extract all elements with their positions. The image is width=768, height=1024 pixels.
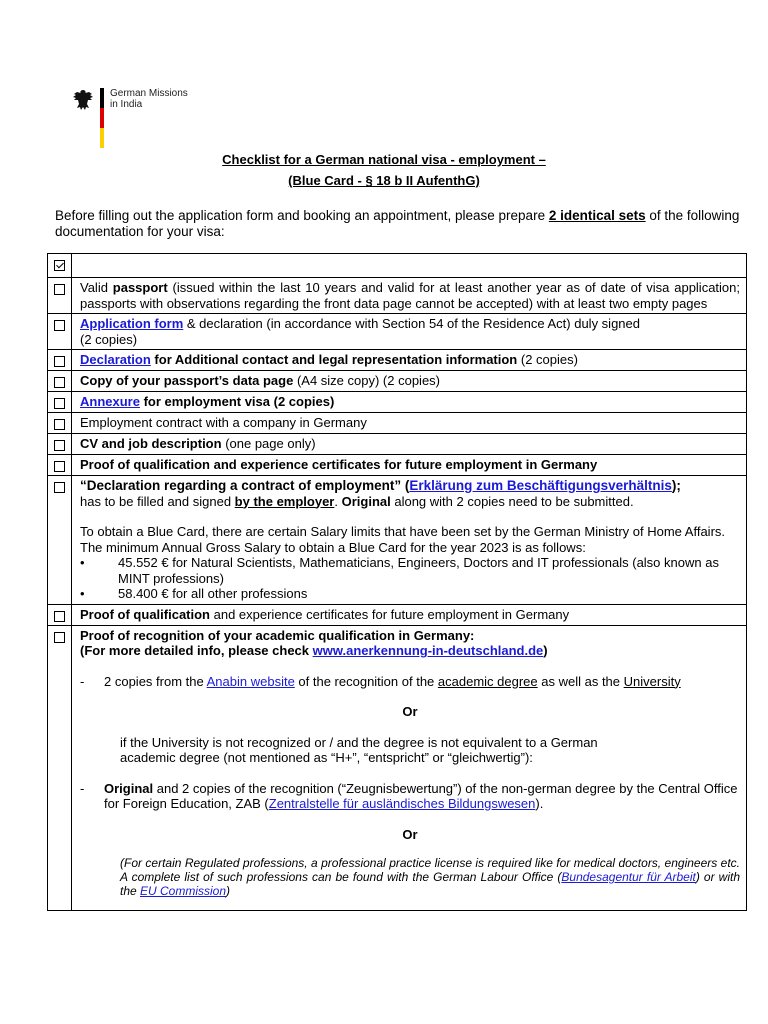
german-flag-bar [100,88,104,148]
row-passport-copy: Copy of your passport’s data page (A4 size copy) (2 copies) [48,371,747,392]
application-form-link[interactable]: Application form [80,316,184,331]
row-employment-contract: Employment contract with a company in Germany [48,413,747,434]
checkbox-proof-qualification-2[interactable] [54,611,65,622]
salary-bullet-2: • 58.400 € for all other professions [80,586,308,601]
bundesagentur-link[interactable]: Bundesagentur für Arbeit [561,870,696,884]
erklaerung-link[interactable]: Erklärung zum Beschäftigungsverhältnis [409,478,672,493]
zab-link[interactable]: Zentralstelle für ausländisches Bildungswesen [268,796,536,811]
checkbox-annexure[interactable] [54,398,65,409]
checkbox-employment-contract[interactable] [54,419,65,430]
eu-commission-link[interactable]: EU Commission [140,884,227,898]
checklist-table [47,253,747,911]
checkbox-employment-declaration[interactable] [54,482,65,493]
checkbox-recognition[interactable] [54,632,65,643]
annexure-link[interactable]: Annexure [80,394,140,409]
org-name: German Missions in India [110,88,188,110]
title-line-1: Checklist for a German national visa - employment – [222,152,546,167]
title-line-2: (Blue Card - § 18 b II AufenthG) [288,173,480,188]
checkbox-cv[interactable] [54,440,65,451]
anabin-link[interactable]: Anabin website [206,673,295,689]
row-proof-qualification-2: Proof of qualification and experience certificates for future employment in Germany [48,604,747,625]
row-annexure: Annexure for employment visa (2 copies) [48,392,747,413]
row-application-form: Application form & declaration (in accordance with Section 54 of the Residence Act) duly signed (2 copies) [48,314,747,350]
anerkennung-link[interactable]: www.anerkennung-in-deutschland.de [312,643,544,658]
row-employment-declaration: “Declaration regarding a contract of employment” (Erklärung zum Beschäftigungsverhältnis); has to be filled and signed by the employer. Original along with 2 copies need to be submitted. To obtain a Blue Card, there are certain Salary limits that have been set by the German Ministry of Home Affairs. The minimum Annual Gross Salary to obtain a Blue Card for the year 2023 is as follows: • 45.552 € for Natural Scientists, Mathematicians, Engineers, Doctors and IT professionals (also known as MINT professions) • 58.400 € for all other professions [48,476,747,605]
checkbox-proof-qualification-1[interactable] [54,461,65,472]
row-recognition: Proof of recognition of your academic qualification in Germany: (For more detailed info, please check www.anerkennung-in-deutschland.de) - 2 copies from the Anabin website of the recognition of the academic degree as well as the University Or if the University is not recognized or / and the degree is not equivalent to a German academic degree (not mentioned as “H+”, “entspricht” or “gleichwertig”): - Original and 2 copies of the recognition (“Zeugnisbewertung”) of the non-german degree by the Central Office for Foreign Education, ZAB (Zentralstelle für ausländisches Bildungswesen). Or (For certain Regulated professions, a professional practice license is required like for medical doctors, engineers etc. A complete list of such professions can be found with the German Labour Office (Bundesagentur für Arbeit) or with the EU Commission) [48,625,747,911]
regulated-professions-note: (For certain Regulated professions, a professional practice license is required like for medical doctors, engineers etc. A complete list of such professions can be found with the German Labour Office (Bundesagentur für Arbeit) or with the EU Commission) [120,856,740,898]
checkbox-application-form[interactable] [54,320,65,331]
intro-paragraph: Before filling out the application form and booking an appointment, please prepare 2 identical sets of the following documentation for your visa: [55,208,740,239]
row-declaration: Declaration for Additional contact and legal representation information (2 copies) [48,350,747,371]
checkbox-declaration[interactable] [54,356,65,367]
recognition-item-zab: - Original and 2 copies of the recognition (“Zeugnisbewertung”) of the non-german degree by the Central Office for Foreign Education, ZAB (Zentralstelle für ausländisches Bildungswesen). [80,780,738,811]
federal-eagle-icon [72,88,94,112]
row-proof-qualification-1: Proof of qualification and experience certificates for future employment in Germany [48,455,747,476]
declaration-link[interactable]: Declaration [80,352,151,367]
checkbox-passport[interactable] [54,284,65,295]
row-passport: Valid passport (issued within the last 10 years and valid for at least another year as of date of visa application; passports with observations regarding the front data page cannot be accepted) with at least two empty pages [48,278,747,314]
row-cv: CV and job description (one page only) [48,434,747,455]
recognition-item-anabin: - 2 copies from the Anabin website of the recognition of the academic degree as well as the University [80,673,681,689]
salary-bullet-1: • 45.552 € for Natural Scientists, Mathematicians, Engineers, Doctors and IT professionals (also known as MINT professions) [80,555,719,586]
checked-box-icon [54,260,65,271]
header-row [48,254,747,278]
checkbox-passport-copy[interactable] [54,377,65,388]
